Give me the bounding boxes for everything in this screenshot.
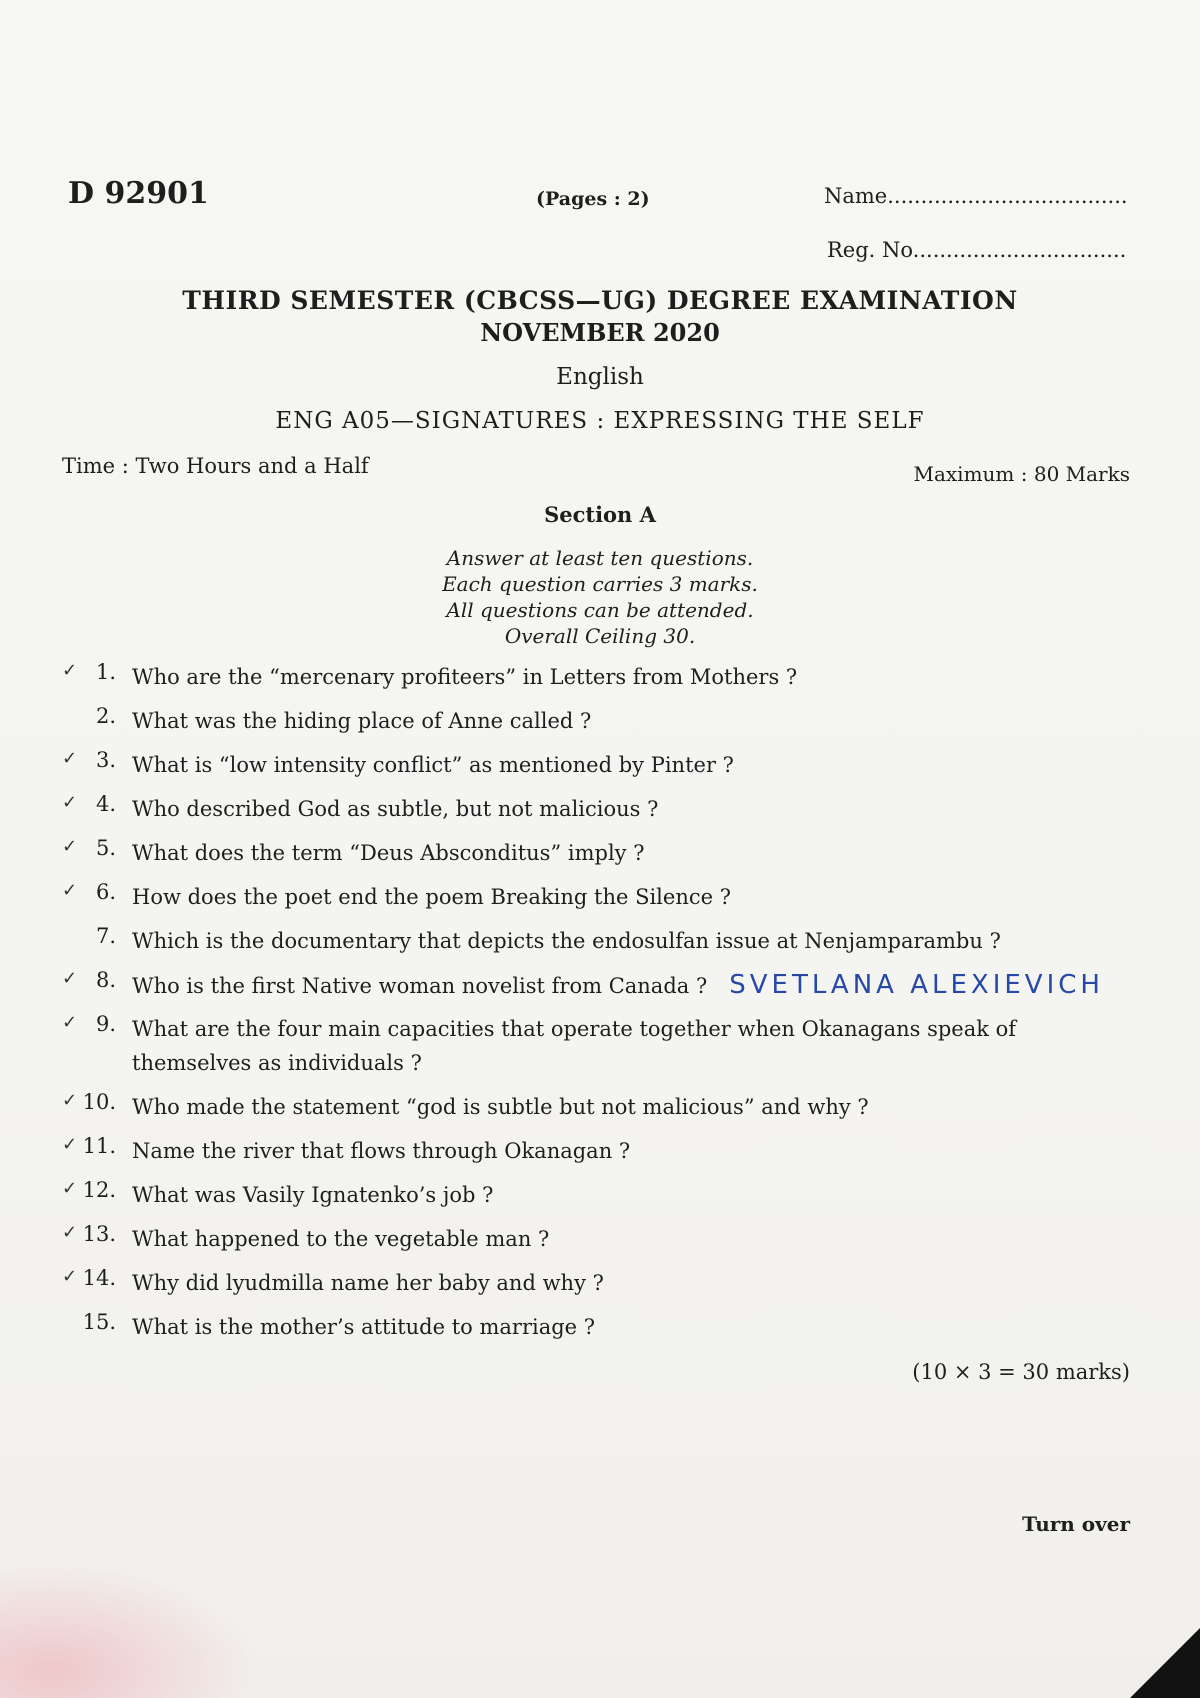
turn-over-note: Turn over	[1022, 1512, 1130, 1536]
check-mark-icon: ✓	[62, 836, 78, 857]
question-number: 1.	[95, 660, 116, 684]
question-text: How does the poet end the poem Breaking the Silence ?	[132, 885, 731, 909]
question-text: What is the mother’s attitude to marriage ?	[132, 1315, 596, 1339]
question-text-wrap	[132, 968, 1140, 1003]
question-number: 12.	[82, 1178, 116, 1202]
check-mark-icon: ✓	[62, 1178, 78, 1199]
handwritten-answer: SVETLANA ALEXIEVICH	[729, 970, 1104, 1000]
question-number: 8.	[95, 968, 116, 992]
stain	[0, 1560, 260, 1698]
page-corner	[1130, 1628, 1200, 1698]
question-number: 13.	[82, 1222, 116, 1246]
question-number: 15.	[82, 1310, 116, 1334]
question-text: What happened to the vegetable man ?	[132, 1227, 550, 1251]
question-text: Who are the “mercenary profiteers” in Letters from Mothers ?	[132, 665, 798, 689]
instruction-line: Answer at least ten questions.	[446, 546, 754, 570]
instruction-line: All questions can be attended.	[446, 598, 754, 622]
exam-title: THIRD SEMESTER (CBCSS—UG) DEGREE EXAMINATION	[182, 286, 1018, 315]
name-field: Name....................................	[824, 184, 1128, 208]
check-mark-icon: ✓	[62, 1012, 78, 1033]
question-number: 10.	[82, 1090, 116, 1114]
question-text: What is “low intensity conflict” as mentioned by Pinter ?	[132, 753, 734, 777]
question-number: 4.	[95, 792, 116, 816]
question-text: Who described God as subtle, but not malicious ?	[132, 797, 659, 821]
question-number: 3.	[95, 748, 116, 772]
paper-title: ENG A05—SIGNATURES : EXPRESSING THE SELF	[275, 408, 925, 434]
check-mark-icon: ✓	[62, 1090, 78, 1111]
maximum-marks: Maximum : 80 Marks	[913, 462, 1130, 486]
question-number: 6.	[95, 880, 116, 904]
instruction-line: Each question carries 3 marks.	[442, 572, 758, 596]
question-text: Who made the statement “god is subtle but not malicious” and why ?	[132, 1095, 869, 1119]
section-marks: (10 × 3 = 30 marks)	[912, 1360, 1130, 1384]
check-mark-icon: ✓	[62, 660, 78, 681]
question-text: Why did lyudmilla name her baby and why ?	[132, 1271, 604, 1295]
check-mark-icon: ✓	[62, 968, 78, 989]
question-text: What was Vasily Ignatenko’s job ?	[132, 1183, 494, 1207]
instruction-line: Overall Ceiling 30.	[504, 624, 696, 648]
question-number: 5.	[95, 836, 116, 860]
section-heading: Section A	[544, 502, 656, 527]
question-text: Name the river that flows through Okanagan ?	[132, 1139, 631, 1163]
question-text: What does the term “Deus Absconditus” imply ?	[132, 841, 645, 865]
question-number: 7.	[95, 924, 116, 948]
question-text: What are the four main capacities that operate together when Okanagans speak of themselves as individuals ?	[132, 1017, 1017, 1075]
question-number: 2.	[95, 704, 116, 728]
check-mark-icon: ✓	[62, 1134, 78, 1155]
check-mark-icon: ✓	[62, 792, 78, 813]
paper-code: D 92901	[68, 176, 209, 211]
check-mark-icon: ✓	[62, 880, 78, 901]
check-mark-icon: ✓	[62, 748, 78, 769]
question-number: 9.	[95, 1012, 116, 1036]
check-mark-icon: ✓	[62, 1266, 78, 1287]
time-allowed: Time : Two Hours and a Half	[62, 454, 369, 478]
question-text: Which is the documentary that depicts the endosulfan issue at Nenjamparambu ?	[132, 929, 1001, 953]
exam-session: NOVEMBER 2020	[480, 318, 720, 347]
question-text: What was the hiding place of Anne called ?	[132, 709, 592, 733]
reg-number-field: Reg. No................................	[827, 238, 1127, 262]
check-mark-icon: ✓	[62, 1222, 78, 1243]
subject: English	[556, 364, 644, 390]
question-number: 14.	[82, 1266, 116, 1290]
question-number: 11.	[82, 1134, 116, 1158]
question-text: Who is the first Native woman novelist from Canada ?	[132, 974, 708, 998]
page-count: (Pages : 2)	[536, 188, 650, 210]
